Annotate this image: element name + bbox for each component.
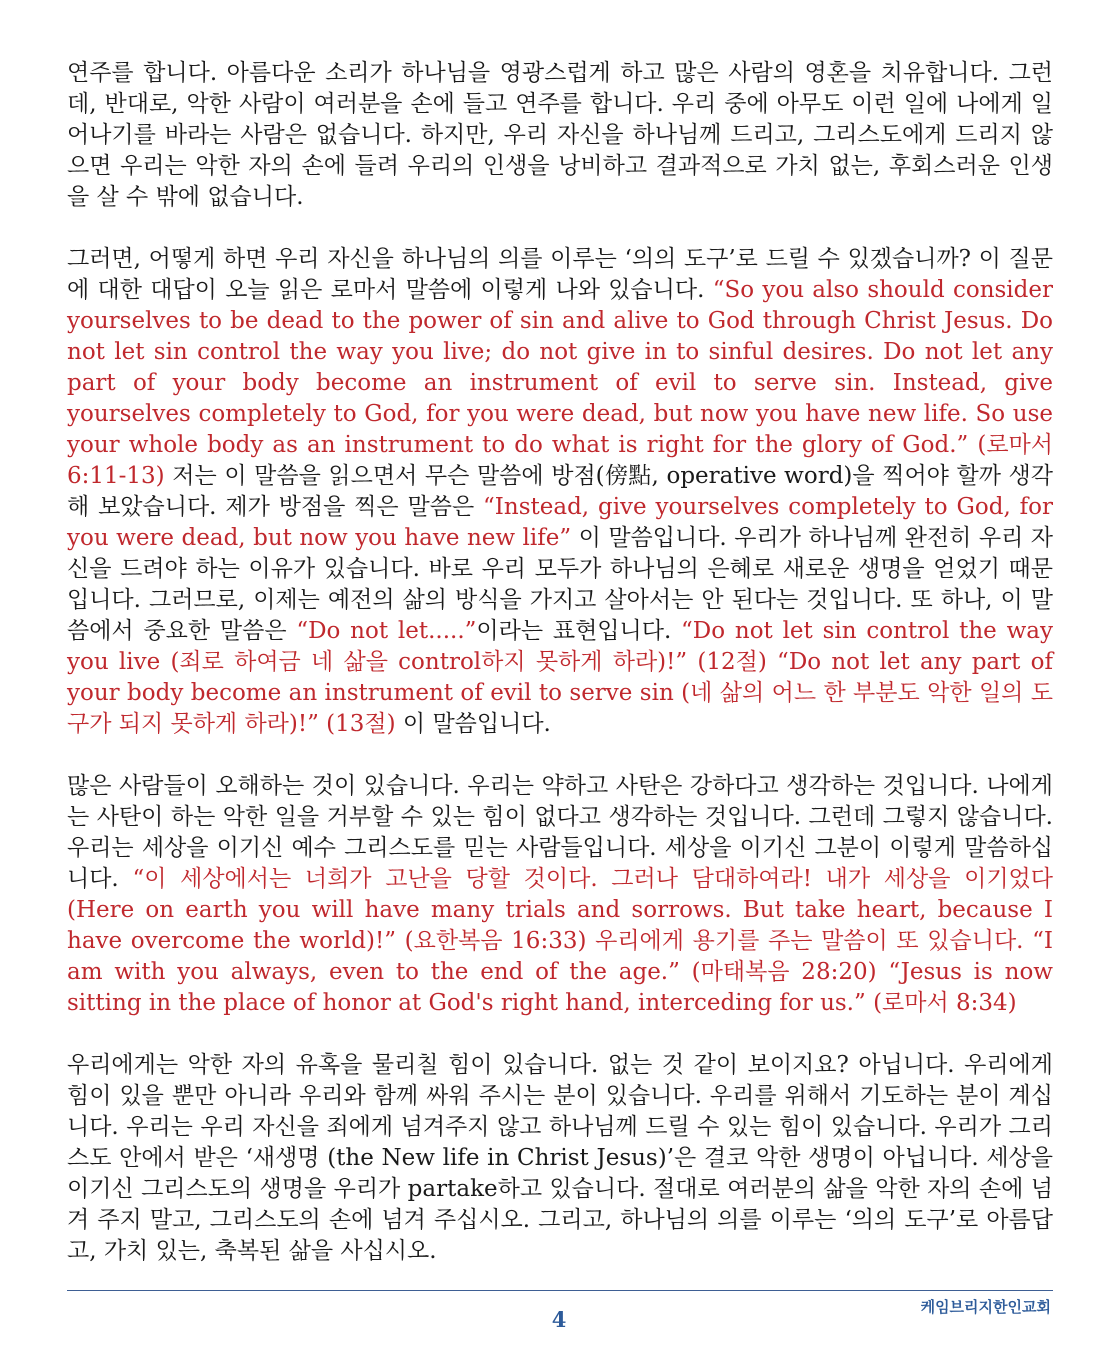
scripture-quote: “I am with you always, even to the end of the age.” (마태복음 28:20) “Jesus is now sitting in the place of honor at God's right hand, interceding for us.” (로마서 8:34) xyxy=(67,928,1053,1016)
body-run: 많은 사람들이 오해하는 것이 있습니다. 우리는 약하고 사탄은 강하다고 생각하는 것입니다. 나에게는 사탄이 하는 악한 일을 거부할 수 있는 힘이 없다고 생각하는 것입니다. 그런데 그렇지 않습니다. 우리는 세상을 이기신 예수 그리스도를 믿는 사람들입니다. 세상을 이기신 그분이 이렇게 말씀하십니다. xyxy=(67,773,1053,892)
body-run: 연주를 합니다. 아름다운 소리가 하나님을 영광스럽게 하고 많은 사람의 영혼을 치유합니다. 그런데, 반대로, 악한 사람이 여러분을 손에 들고 연주를 합니다. 우리 중에 아무도 이런 일에 나에게 일어나기를 바라는 사람은 없습니다. 하지만, 우리 자신을 하나님께 드리고, 그리스도에게 드리지 않으면 우리는 악한 자의 손에 들려 우리의 인생을 낭비하고 결과적으로 가치 없는, 후회스러운 인생을 살 수 밖에 없습니다. xyxy=(67,60,1053,210)
body-run: 저는 이 말씀을 읽으면서 무슨 말씀에 방점(傍點, operative word)을 찍어야 할까 생각해 보았습니다. 제가 방점을 찍은 말씀은 xyxy=(67,463,1053,520)
body-text xyxy=(67,58,1053,1298)
body-run: 우리에게는 악한 자의 유혹을 물리칠 힘이 있습니다. 없는 것 같이 보이지요? 아닙니다. 우리에게 힘이 있을 뿐만 아니라 우리와 함께 싸워 주시는 분이 있습니다. 우리를 위해서 기도하는 분이 계십니다. 우리는 우리 자신을 죄에게 넘겨주지 않고 하나님께 드릴 수 있는 힘이 있습니다. 우리가 그리스도 안에서 받은 ‘새생명 (the New life in Christ Jesus)’은 결코 악한 생명이 아닙니다. 세상을 이기신 그리스도의 생명을 우리가 partake하고 있습니다. 절대로 여러분의 삶을 악한 자의 손에 넘겨 주지 말고, 그리스도의 손에 넘겨 주십시오. 그리고, 하나님의 의를 이루는 ‘의의 도구’로 아름답고, 가치 있는, 축복된 삶을 사십시오. xyxy=(67,1052,1053,1264)
body-run: 그러면, 어떻게 하면 우리 자신을 하나님의 의를 이루는 ‘의의 도구’로 드릴 수 있겠습니까? 이 질문에 대한 대답이 오늘 읽은 로마서 말씀에 이렇게 나와 있습니다. xyxy=(67,246,1053,303)
paragraph xyxy=(67,1050,1053,1267)
scripture-quote: “이 세상에서는 너희가 고난을 당할 것이다. 그러나 담대하여라! 내가 세상을 이기었다 (Here on earth you will have many trials and sorrows. But take heart, because I have overcome the world)!” (요한복음 16:33) xyxy=(67,866,1053,954)
scripture-quote: “Do not let.....” xyxy=(296,618,477,644)
footer-rule xyxy=(67,1290,1053,1291)
scripture-quote: “Instead, give yourselves completely to God, for you were dead, but now you have new life” xyxy=(67,494,1053,551)
page-number: 4 xyxy=(551,1307,567,1332)
scripture-quote: 우리에게 용기를 주는 말씀이 또 있습니다. xyxy=(586,928,1033,954)
paragraph xyxy=(67,58,1053,213)
church-name: 케임브리지한인교회 xyxy=(920,1298,1051,1316)
paragraph xyxy=(67,771,1053,1019)
paragraph xyxy=(67,244,1053,740)
body-run: 이라는 표현입니다. xyxy=(476,618,682,644)
body-run: 이 말씀입니다. 우리가 하나님께 완전히 우리 자신을 드려야 하는 이유가 있습니다. 바로 우리 모두가 하나님의 은혜로 새로운 생명을 얻었기 때문입니다. 그러므로, 이제는 예전의 삶의 방식을 가지고 살아서는 안 된다는 것입니다. 또 하나, 이 말씀에서 중요한 말씀은 xyxy=(67,525,1053,644)
scripture-quote: “Do not let sin control the way you live (죄로 하여금 네 삶을 control하지 못하게 하라)!” (12절) “Do not let any part of your body become an instrument of evil to serve sin (네 삶의 어느 한 부분도 악한 일의 도구가 되지 못하게 하라)!” (13절) xyxy=(67,618,1053,737)
scripture-quote: “So you also should consider yourselves to be dead to the power of sin and alive to God through Christ Jesus. Do not let sin control the way you live; do not give in to sinful desires. Do not let any part of your body become an instrument of evil to serve sin. Instead, give yourselves completely to God, for you were dead, but now you have new life. So use your whole body as an instrument to do what is right for the glory of God.” (로마서 6:11-13) xyxy=(67,277,1053,489)
body-run: 이 말씀입니다. xyxy=(395,711,551,737)
